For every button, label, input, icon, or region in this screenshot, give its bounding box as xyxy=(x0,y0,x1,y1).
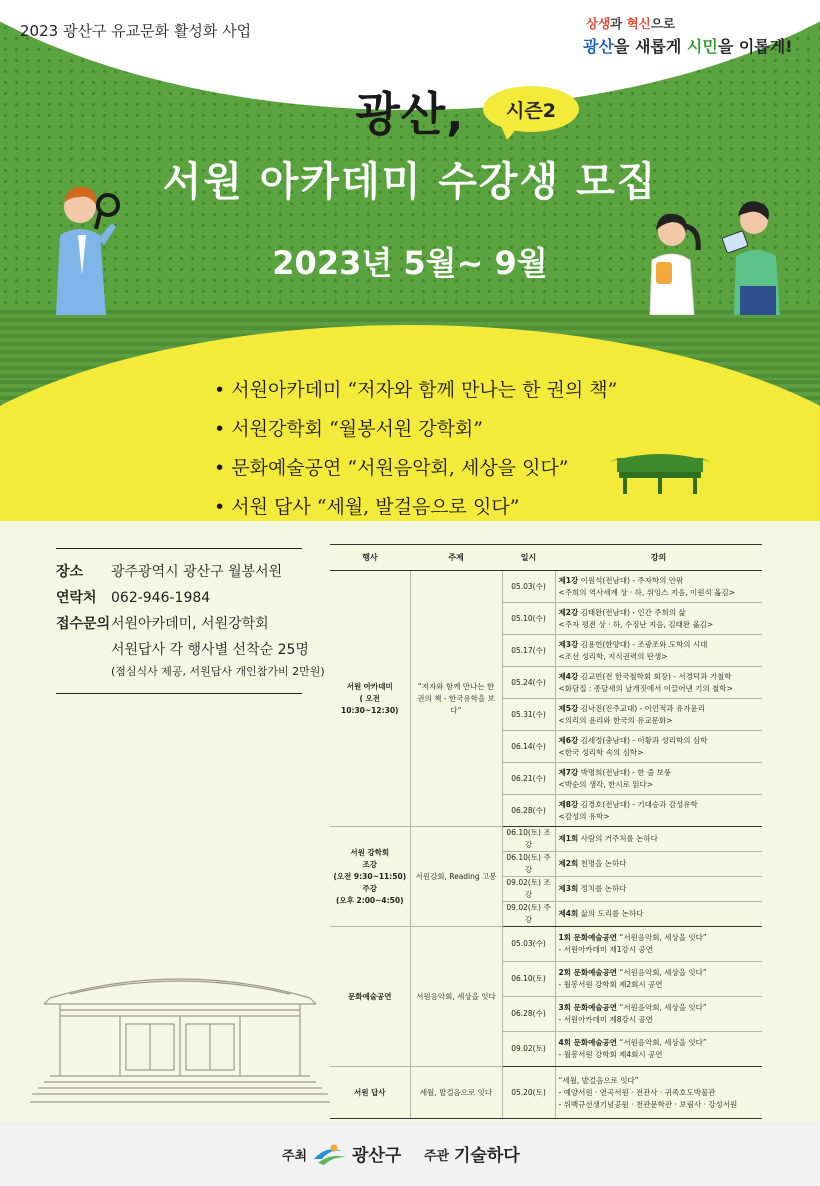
organizer-name: 기술하다 xyxy=(454,1146,520,1166)
lecture-no: 제7강 xyxy=(558,767,579,777)
lecture-text: 김교빈(전 한국철학회 회장) - 서경덕과 기철학 xyxy=(578,671,732,681)
season-badge xyxy=(483,86,579,132)
lecture-sub: <박순의 생각, 한시로 읽다> xyxy=(558,779,654,789)
lecture-cell xyxy=(555,667,762,699)
lecture-no: 제2강 xyxy=(558,607,579,617)
lecture-cell xyxy=(555,571,762,603)
slogan-word: 시민 xyxy=(686,37,718,56)
lecture-no: 제2회 xyxy=(558,859,579,868)
lecture-sub: <주자 평전 상 · 하, 수징난 지음, 김태완 옮김> xyxy=(558,619,714,629)
info-row-place xyxy=(56,559,302,585)
date-cell: 05.24(수) xyxy=(502,667,555,699)
lecture-no: 제1회 xyxy=(558,834,579,843)
lecture-cell xyxy=(555,699,762,731)
lecture-sub: <화담집 : 종달새의 날개짓에서 이끌어낸 기의 철학> xyxy=(558,683,733,693)
lecture-text: 사람의 거주처를 논하다 xyxy=(578,834,658,843)
lecture-cell xyxy=(555,852,762,877)
list-item: • 서원 답사 “세월, 발걸음으로 잇다” xyxy=(214,488,617,527)
lecture-no: 1회 문화예술공연 xyxy=(558,933,618,942)
info-value: 062-946-1984 xyxy=(111,590,211,606)
gwangsan-logo-icon xyxy=(312,1141,348,1167)
lecture-sub: <한국 성리학 속의 심학> xyxy=(558,747,644,757)
lecture-text: 김세정(충남대) - 이황과 성리학의 심학 xyxy=(578,735,708,745)
info-label: 장소 xyxy=(56,564,84,580)
lecture-text: “서원음악회, 세상을 잇다” xyxy=(617,1003,707,1012)
lecture-no: 제4강 xyxy=(558,671,579,681)
date-cell: 05.03(수) xyxy=(502,927,555,962)
date-cell: 06.28(수) xyxy=(502,795,555,827)
slogan-word: 혁신 xyxy=(626,16,651,31)
lecture-sub: - 서원아카데미 제8강시 공연 xyxy=(558,1015,653,1024)
project-subtitle: 2023 광산구 유교문화 활성화 사업 xyxy=(20,22,252,40)
lecture-cell xyxy=(555,927,762,962)
table-header-row xyxy=(330,545,762,571)
lecture-sub: - 월봉서원 강학회 제2회시 공연 xyxy=(558,980,663,989)
table-header: 강의 xyxy=(555,545,762,571)
event-cell-tour: 서원 답사 xyxy=(330,1067,410,1119)
slogan-word: 을 새롭게 xyxy=(613,37,687,56)
lecture-text: 박명희(전남대) - 한 줄 보풍 xyxy=(578,767,672,777)
list-item: • 서원아카데미 “저자와 함께 만나는 한 권의 책” xyxy=(214,371,617,410)
lecture-cell xyxy=(555,997,762,1032)
lecture-cell xyxy=(555,962,762,997)
lecture-sub: <주희의 역사세계 상 · 하, 위잉스 지음, 이원석 옮김> xyxy=(558,587,735,597)
lecture-text: 이원석(전남대) - 주자학의 안팎 xyxy=(578,575,684,585)
lecture-text: “서원음악회, 세상을 잇다” xyxy=(617,968,707,977)
event-name: 서원 아카데미 xyxy=(346,681,393,691)
lecture-text: 김태완(전남대) - 인간 주희의 삶 xyxy=(578,607,686,617)
pavilion-illustration xyxy=(605,440,715,500)
slogan-word: 광산 xyxy=(583,37,614,56)
slogan-word: 상생 xyxy=(586,16,611,31)
slogan-line1 xyxy=(586,14,675,32)
date-cell: 05.17(수) xyxy=(502,635,555,667)
date-cell: 05.20(토) xyxy=(502,1067,555,1119)
slogan-line2 xyxy=(583,34,793,57)
lecture-cell xyxy=(555,763,762,795)
event-time: (오전 9:30~11:50) xyxy=(333,871,407,881)
lecture-cell xyxy=(555,731,762,763)
info-label: 연락처 xyxy=(56,590,97,606)
lecture-no: 제1강 xyxy=(558,575,579,585)
topic-cell: 세월, 발걸음으로 잇다 xyxy=(410,1067,502,1119)
organizer-label: 주관 xyxy=(424,1149,450,1164)
lecture-no: 제8강 xyxy=(558,799,579,809)
tour-line: - 예양서원 · 연곡서원 · 전관사 · 귀족호도박물관 xyxy=(558,1087,716,1097)
date-cell: 05.31(수) xyxy=(502,699,555,731)
info-row-apply xyxy=(56,611,302,637)
info-label: 접수문의 xyxy=(56,616,111,632)
lecture-sub: - 서원아카데미 제1강시 공연 xyxy=(558,945,653,954)
info-row-contact xyxy=(56,585,302,611)
info-box xyxy=(56,548,325,694)
lecture-text: 김용헌(한양대) - 조광조와 도학의 시대 xyxy=(578,639,708,649)
lecture-no: 제5강 xyxy=(558,703,579,713)
footer-bar xyxy=(0,1121,820,1186)
date-cell: 06.10(토) xyxy=(502,962,555,997)
hanok-line-drawing xyxy=(30,964,330,1112)
table-header: 주제 xyxy=(410,545,502,571)
slogan-word: 을 이롭게! xyxy=(717,37,793,56)
lecture-cell xyxy=(555,795,762,827)
lecture-sub: - 월봉서원 강학회 제4회시 공연 xyxy=(558,1050,663,1059)
lecture-text: 김경호(전남대) - 기대승과 감성유학 xyxy=(578,799,698,809)
event-cell-academy xyxy=(330,571,410,827)
date-cell: 06.10(토) 조강 xyxy=(502,827,555,852)
lecture-cell xyxy=(555,827,762,852)
lecture-cell xyxy=(555,635,762,667)
title-line2: 서원 아카데미 수강생 모집 xyxy=(162,159,658,205)
date-cell: 06.21(수) xyxy=(502,763,555,795)
lecture-no: 제4회 xyxy=(558,909,579,918)
lecture-text: 김낙진(진주교대) - 이언적과 유가윤리 xyxy=(578,703,705,713)
season-label: 시즌2 xyxy=(506,99,556,122)
event-name: 서원 강학회 xyxy=(350,847,390,857)
date-cell: 09.02(토) 주강 xyxy=(502,902,555,927)
lecture-cell xyxy=(555,877,762,902)
slogan-word: 으로 xyxy=(650,16,675,31)
lecture-text: 천명을 논하다 xyxy=(578,859,627,868)
date-cell: 06.28(수) xyxy=(502,997,555,1032)
date-cell: 05.03(수) xyxy=(502,571,555,603)
table-header: 일시 xyxy=(502,545,555,571)
date-cell: 06.14(수) xyxy=(502,731,555,763)
event-cell-concert: 문화예술공연 xyxy=(330,927,410,1067)
program-bullet-list xyxy=(214,371,617,527)
topic-cell: 서원음악회, 세상을 잇다 xyxy=(410,927,502,1067)
lecture-no: 4회 문화예술공연 xyxy=(558,1038,618,1047)
table-header: 행사 xyxy=(330,545,410,571)
host-label: 주최 xyxy=(282,1149,308,1164)
lecture-no: 3회 문화예술공연 xyxy=(558,1003,618,1012)
lecture-cell xyxy=(555,1032,762,1067)
list-item: • 서원강학회 “월봉서원 강학회” xyxy=(214,410,617,449)
event-sub-label: 주강 xyxy=(362,883,377,893)
lecture-cell xyxy=(555,902,762,927)
event-cell-lecture xyxy=(330,827,410,927)
man-magnifier-illustration xyxy=(50,175,130,315)
date-cell: 09.02(토) 조강 xyxy=(502,877,555,902)
lecture-no: 2회 문화예술공연 xyxy=(558,968,618,977)
table-row xyxy=(330,827,762,852)
lecture-cell xyxy=(555,603,762,635)
lecture-sub: <조선 성리학, 지식권력의 탄생> xyxy=(558,651,668,661)
date-cell: 05.10(수) xyxy=(502,603,555,635)
lecture-cell xyxy=(555,1067,762,1119)
list-item: • 문화예술공연 “서원음악회, 세상을 잇다” xyxy=(214,449,617,488)
topic-cell: 서원강회, Reading 고봉 xyxy=(410,827,502,927)
info-note: (점심식사 제공, 서원답사 개인참가비 2만원) xyxy=(111,665,325,678)
topic-cell: “저자와 함께 만나는 한 권의 책 - 한국유학을 보다” xyxy=(410,571,502,827)
women-tablets-illustration xyxy=(640,190,790,315)
tour-line: “세월, 발걸음으로 잇다” xyxy=(558,1075,639,1085)
info-value: 서원답사 각 행사별 선착순 25명 xyxy=(111,642,309,658)
tour-line: - 위백규선생기념공원 · 천관문학관 · 보림사 · 강성서원 xyxy=(558,1099,738,1109)
table-row xyxy=(330,1067,762,1119)
title-dates: 2023년 5월~ 9월 xyxy=(272,244,548,282)
table-row xyxy=(330,571,762,603)
info-value: 광주광역시 광산구 월봉서원 xyxy=(111,564,283,580)
info-value: 서원아카데미, 서원강학회 xyxy=(111,616,269,632)
lecture-sub: <의리의 윤리와 한국의 유교문화> xyxy=(558,715,673,725)
lecture-no: 제3강 xyxy=(558,639,579,649)
slogan-word: 과 xyxy=(610,16,627,31)
lecture-no: 제6강 xyxy=(558,735,579,745)
lecture-no: 제3회 xyxy=(558,884,579,893)
event-time: ( 오전 10:30~12:30) xyxy=(341,693,399,715)
date-cell: 09.02(토) xyxy=(502,1032,555,1067)
event-sub-label: 조강 xyxy=(362,859,377,869)
lecture-text: 정치를 논하다 xyxy=(578,884,627,893)
title-line1: 광산, xyxy=(355,87,465,141)
table-row xyxy=(330,927,762,962)
lecture-text: 삶의 도리를 논하다 xyxy=(578,909,644,918)
lecture-text: “서원음악회, 세상을 잇다” xyxy=(617,933,707,942)
lecture-sub: <감성의 유학> xyxy=(558,811,610,821)
date-cell: 06.10(토) 주강 xyxy=(502,852,555,877)
host-name: 광산구 xyxy=(352,1146,402,1166)
lecture-text: “서원음악회, 세상을 잇다” xyxy=(617,1038,707,1047)
event-time: (오후 2:00~4:50) xyxy=(335,895,404,905)
schedule-table xyxy=(330,544,762,1119)
